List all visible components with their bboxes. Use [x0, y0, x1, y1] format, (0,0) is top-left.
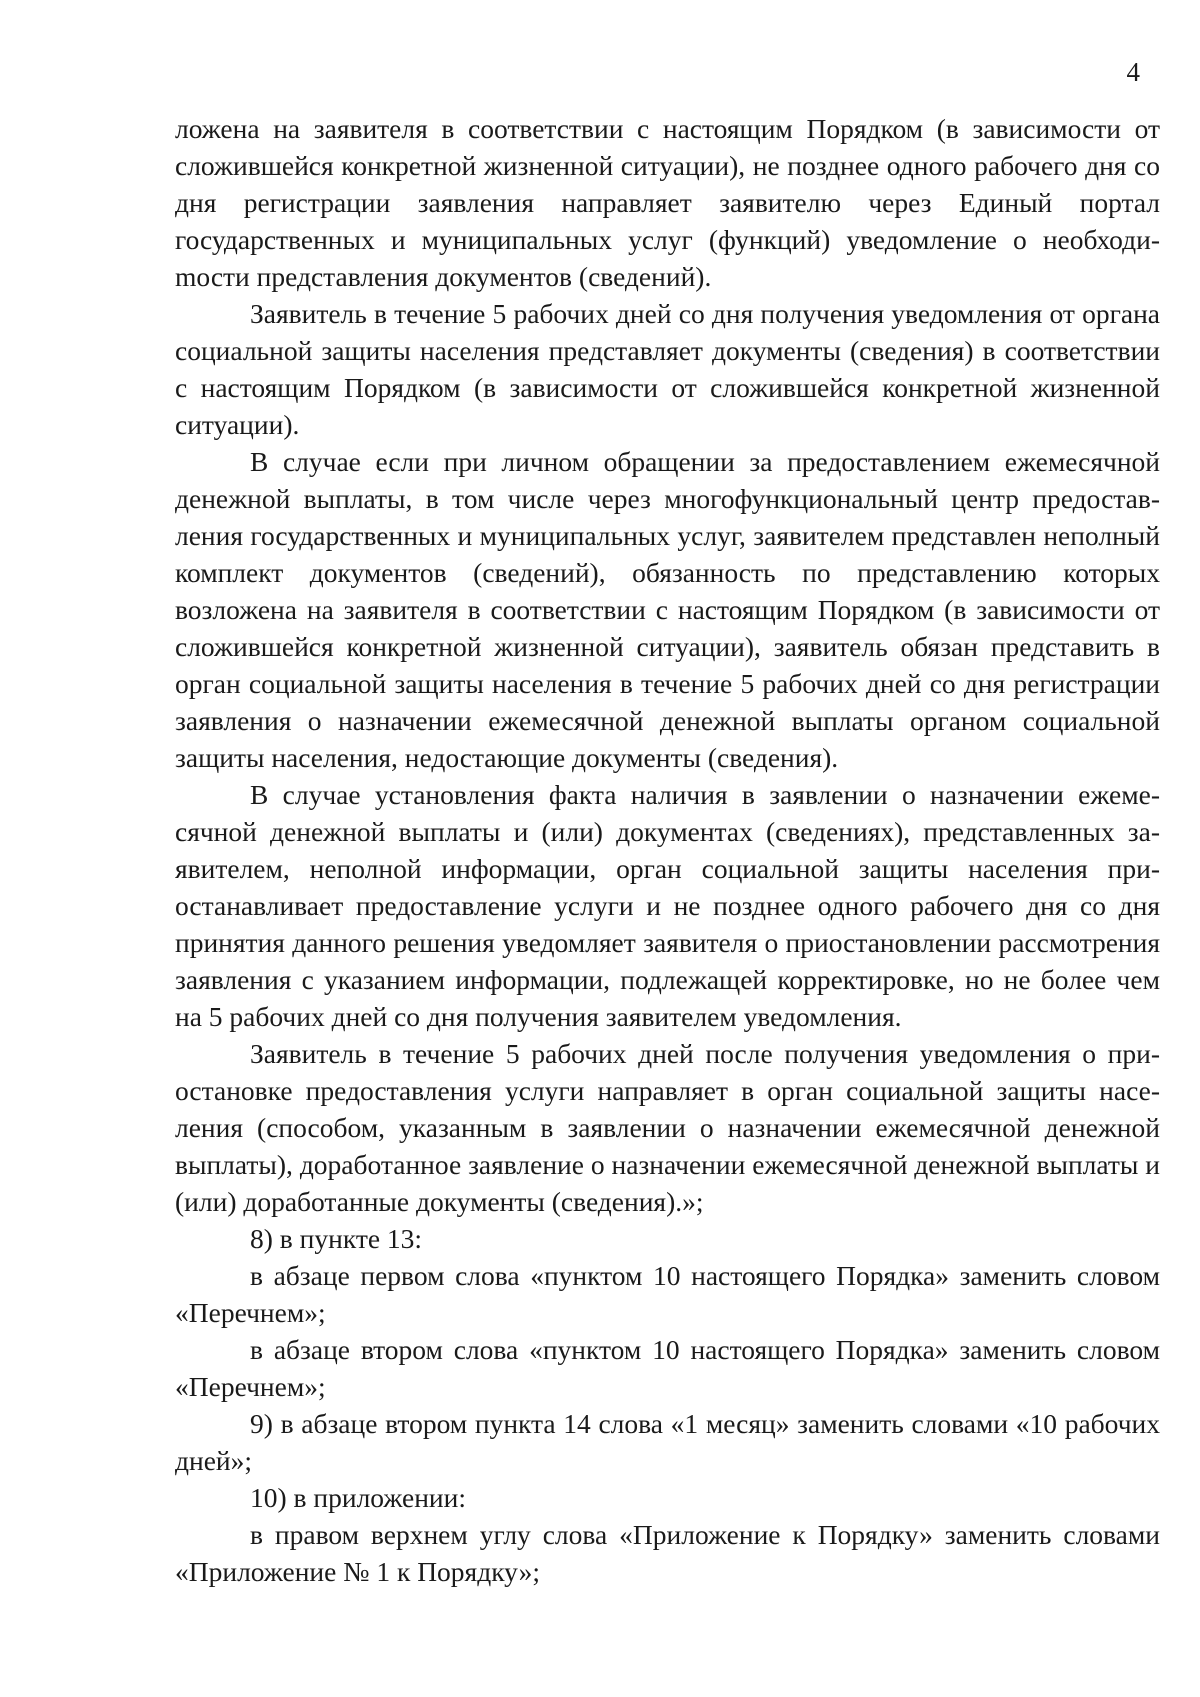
paragraph-1: ложена на заявителя в соответствии с настоящим Порядком (в зависимости от сложившейся конкретной жизненной ситуации), не позднее одного рабочего дня со дня регистрации заявления направляет заявителю через Единый портал государственных и муниципальных услуг (функций) уведомление о необходиmости представления документов (сведений).	[175, 113, 1160, 292]
paragraph-3: В случае если при личном обращении за предоставлением ежемесячной денежной выплаты, в том числе через многофункциональный центр предоставления государственных и муниципальных услуг, заявителем представлен неполный комплект документов (сведений), обязанность по представлению которых возложена на заявителя в соответствии с настоящим Порядком (в зависимости от сложившейся конкретной жизненной ситуации), заявитель обязан представить в орган социальной защиты населения в течение 5 рабочих дней со дня регистрации заявления о назначении ежемесячной денежной выплаты органом социальной защиты населения, недостающие документы (сведения).	[175, 446, 1160, 773]
amendment-8-heading: 8) в пункте 13:	[250, 1223, 423, 1254]
document-body	[175, 110, 1160, 1590]
amendment-10-heading: 10) в приложении:	[250, 1482, 466, 1513]
amendment-8-first-paragraph: в абзаце первом слова «пунктом 10 настоящего Порядка» заменить словом «Перечнем»;	[175, 1260, 1160, 1328]
paragraph-2: Заявитель в течение 5 рабочих дней со дня получения уведомления от органа социальной защиты населения представляет документы (сведения) в соответствии с настоящим Порядком (в зависимости от сложившейся конкретной жизненной ситуации).	[175, 298, 1160, 440]
amendment-10-item: в правом верхнем углу слова «Приложение к Порядку» заменить словами «Приложение № 1 к Порядку»;	[175, 1519, 1160, 1587]
paragraph-4: В случае установления факта наличия в заявлении о назначении ежемесячной денежной выплаты и (или) документах (сведениях), представленных заявителем, неполной информации, орган социальной защиты населения приостанавливает предоставление услуги и не позднее одного рабочего дня со дня принятия данного решения уведомляет заявителя о приостановлении рассмотрения заявления с указанием информации, подлежащей корректировке, но не более чем на 5 рабочих дней со дня получения заявителем уведомления.	[175, 779, 1160, 1032]
page-number: 4	[1126, 57, 1140, 87]
amendment-8-second-paragraph: в абзаце втором слова «пунктом 10 настоящего Порядка» заменить словом «Перечнем»;	[175, 1334, 1160, 1402]
amendment-9: 9) в абзаце втором пункта 14 слова «1 месяц» заменить словами «10 рабочих дней»;	[175, 1408, 1160, 1476]
paragraph-5: Заявитель в течение 5 рабочих дней после получения уведомления о приостановке предоставления услуги направляет в орган социальной защиты населения (способом, указанным в заявлении о назначении ежемесячной денежной выплаты), доработанное заявление о назначении ежемесячной денежной выплаты и (или) доработанные документы (сведения).»;	[175, 1038, 1160, 1217]
